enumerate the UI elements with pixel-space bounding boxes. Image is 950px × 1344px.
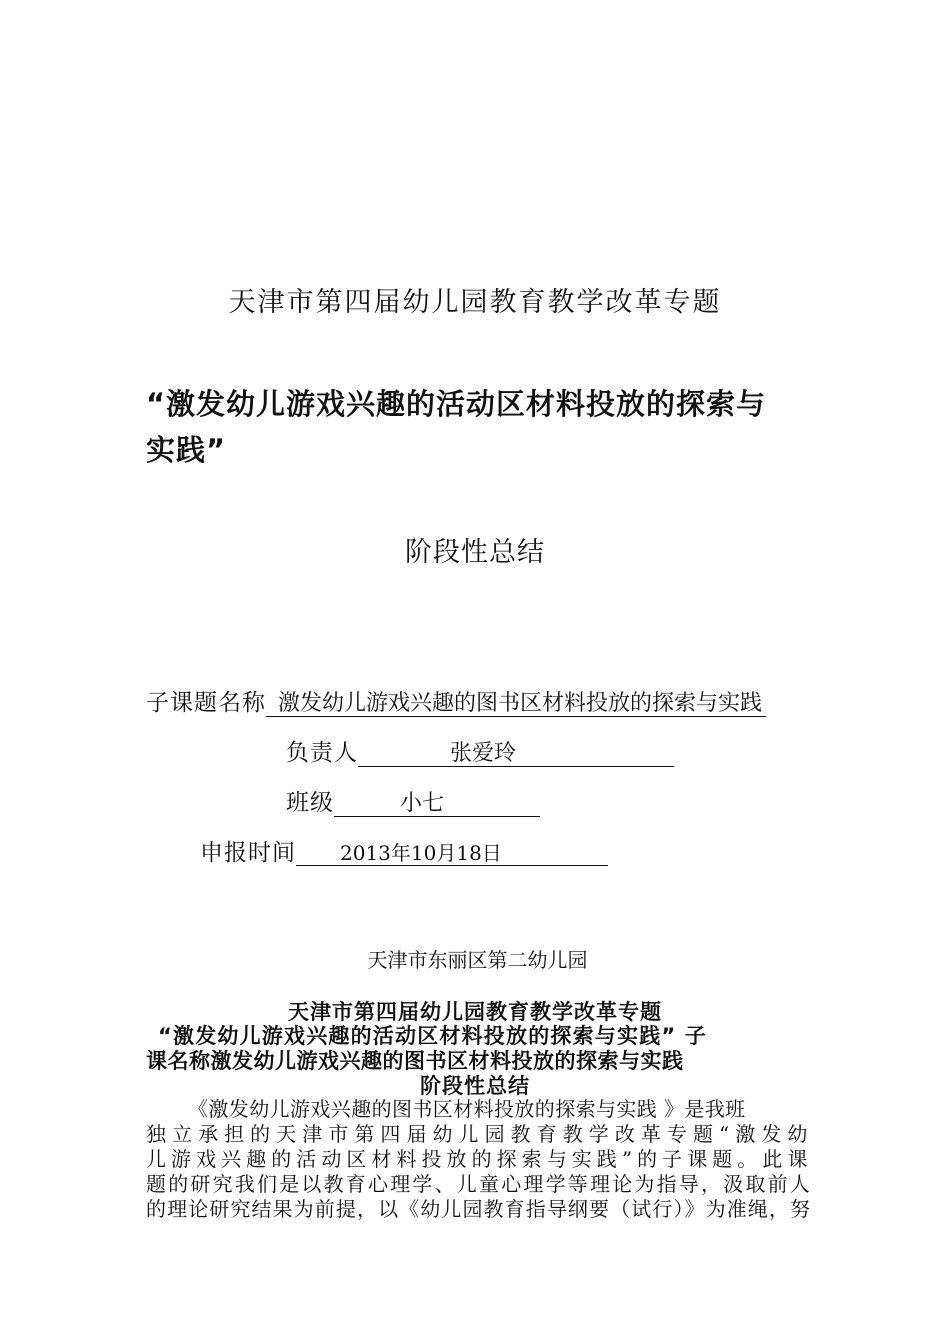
class-label: 班级 (286, 790, 334, 816)
paragraph-line: 儿游戏兴趣的活动区材料投放的探索与实践”的子课题。此课 (146, 1147, 810, 1171)
body-heading-line3: 课名称激发幼儿游戏兴趣的图书区材料投放的探索与实践 (146, 1049, 684, 1073)
body-heading-line4: 阶段性总结 (420, 1074, 530, 1098)
date-row (200, 834, 608, 867)
institution-name: 天津市东丽区第二幼儿园 (367, 948, 588, 972)
sub-topic-value: 激发幼儿游戏兴趣的图书区材料投放的探索与实践 (266, 691, 766, 717)
project-title: 天津市第四届幼儿园教育教学改革专题 (228, 287, 722, 318)
paragraph-line: 的理论研究结果为前提，以《幼儿园教育指导纲要（试行）》为准绳，努 (146, 1197, 810, 1221)
body-paragraph (146, 1097, 810, 1222)
sub-topic-label: 子课题名称 (146, 690, 266, 716)
leader-value: 张爱玲 (358, 741, 674, 767)
date-label: 申报时间 (200, 840, 296, 866)
document-title-line1: “激发幼儿游戏兴趣的活动区材料投放的探索与 (146, 387, 767, 421)
sub-topic-row (146, 684, 766, 717)
class-row (286, 784, 540, 817)
document-subtitle: 阶段性总结 (405, 537, 545, 568)
paragraph-line: 题的研究我们是以教育心理学、儿童心理学等理论为指导，汲取前人 (146, 1172, 810, 1196)
paragraph-line: 独立承担的天津市第四届幼儿园教育教学改革专题“激发幼 (146, 1122, 810, 1146)
leader-row (286, 734, 674, 767)
date-value: 2013年10月18日 (296, 842, 608, 866)
body-heading-line2: “激发幼儿游戏兴趣的活动区材料投放的探索与实践” 子 (158, 1024, 708, 1048)
class-value: 小七 (334, 791, 540, 817)
document-title-line2: 实践” (146, 433, 227, 467)
leader-label: 负责人 (286, 740, 358, 766)
paragraph-line: 《激发幼儿游戏兴趣的图书区材料投放的探索与实践 》是我班 (188, 1097, 746, 1121)
body-heading-line1: 天津市第四届幼儿园教育教学改革专题 (288, 1000, 662, 1024)
